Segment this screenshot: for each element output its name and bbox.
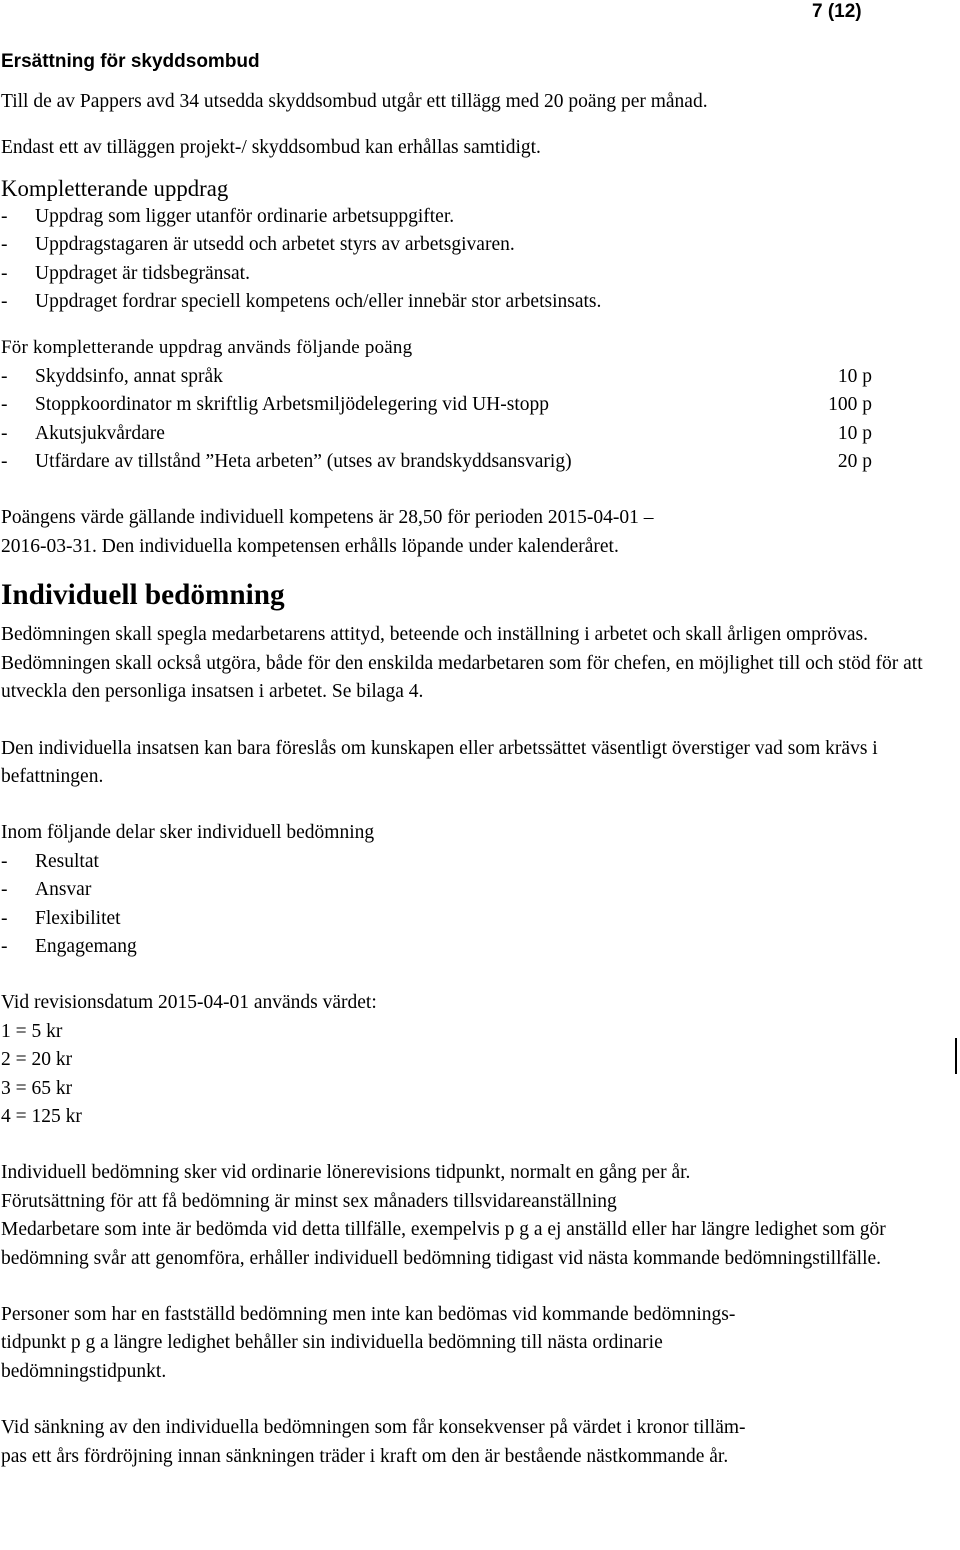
revision-bar xyxy=(955,1038,957,1074)
points-table xyxy=(1,363,941,477)
page-number: 7 (12) xyxy=(812,1,862,22)
list-item: - Flexibilitet xyxy=(1,907,121,929)
list-item: - Uppdraget fordrar speciell kompetens och/eller innebär stor arbetsinsats. xyxy=(1,291,602,313)
list-item: - Uppdraget är tidsbegränsat. xyxy=(1,262,250,284)
table-row: - Stoppkoordinator m skriftlig Arbetsmiljödelegering vid UH-stopp 100 p xyxy=(1,394,872,416)
assignment-heading: Kompletterande uppdrag xyxy=(1,175,229,201)
list-item: - Engagemang xyxy=(1,935,137,957)
point-value-line-1: Poängens värde gällande individuell kompetens är 28,50 för perioden 2015-04-01 – xyxy=(1,507,654,529)
list-item: - Uppdrag som ligger utanför ordinarie arbetsuppgifter. xyxy=(1,205,455,227)
points-intro: För kompletterande uppdrag används följande poäng xyxy=(1,337,413,359)
document-body xyxy=(1,48,941,1471)
parts-list xyxy=(1,848,941,962)
assignment-list xyxy=(1,203,941,317)
parts-intro: Inom följande delar sker individuell bedömning xyxy=(1,822,375,844)
point-value-line-2: 2016-03-31. Den individuella kompetensen erhålls löpande under kalenderåret. xyxy=(1,535,619,557)
exclusive-supplement-paragraph: Endast ett av tilläggen projekt-/ skyddsombud kan erhållas samtidigt. xyxy=(1,137,541,159)
assessment-paragraph: Bedömningen skall spegla medarbetarens attityd, beteende och inställning i arbetet och skall årligen omprövas. Bedömningen skall också utgöra, både för den enskilda medarbetaren som för chefen, en möjlighet till och stöd för att utveckla den personliga insatsen i arbetet. Se bilaga 4. xyxy=(1,624,923,703)
values-list xyxy=(1,1018,941,1132)
lowering-line-2: pas ett års fördröjning innan sänkningen träder i kraft om den är bestående nästkommande år. xyxy=(1,1445,729,1467)
safety-rep-heading: Ersättning för skyddsombud xyxy=(1,51,260,72)
list-item: - Resultat xyxy=(1,850,99,872)
list-item: 4 = 125 kr xyxy=(1,1105,82,1127)
timing-line-1: Individuell bedömning sker vid ordinarie lönerevisions tidpunkt, normalt en gång per år. xyxy=(1,1162,691,1184)
persons-line-2: tidpunkt p g a längre ledighet behåller sin individuella bedömning till nästa ordinarie xyxy=(1,1332,663,1354)
safety-rep-paragraph: Till de av Pappers avd 34 utsedda skyddsombud utgår ett tillägg med 20 poäng per månad. xyxy=(1,91,708,112)
persons-line-1: Personer som har en fastställd bedömning men inte kan bedömas vid kommande bedömnings- xyxy=(1,1304,736,1325)
list-item: 3 = 65 kr xyxy=(1,1077,73,1099)
timing-line-3: Medarbetare som inte är bedömda vid detta tillfälle, exempelvis p g a ej anställd eller har längre ledighet som gör bedömning svår att genomföra, erhåller individuell bedömning tidigast vid nästa kommande bedömningstillfälle. xyxy=(1,1219,886,1269)
list-item: 1 = 5 kr xyxy=(1,1020,63,1042)
table-row: - Akutsjukvårdare 10 p xyxy=(1,422,872,444)
list-item: - Ansvar xyxy=(1,879,92,901)
list-item: - Uppdragstagaren är utsedd och arbetet styrs av arbetsgivaren. xyxy=(1,234,515,256)
table-row: - Utfärdare av tillstånd ”Heta arbeten” (utses av brandskyddsansvarig) 20 p xyxy=(1,451,872,473)
timing-line-2: Förutsättning för att få bedömning är minst sex månaders tillsvidareanställning xyxy=(1,1190,617,1212)
individual-heading: Individuell bedömning xyxy=(1,579,285,612)
individual-effort-paragraph: Den individuella insatsen kan bara föreslås om kunskapen eller arbetssättet väsentligt överstiger vad som krävs i befattningen. xyxy=(1,737,878,787)
table-row: - Skyddsinfo, annat språk 10 p xyxy=(1,365,872,387)
values-intro: Vid revisionsdatum 2015-04-01 används värdet: xyxy=(1,992,377,1014)
list-item: 2 = 20 kr xyxy=(1,1049,73,1071)
lowering-line-1: Vid sänkning av den individuella bedömningen som får konsekvenser på värdet i kronor tilläm- xyxy=(1,1417,746,1439)
persons-line-3: bedömningstidpunkt. xyxy=(1,1360,167,1382)
